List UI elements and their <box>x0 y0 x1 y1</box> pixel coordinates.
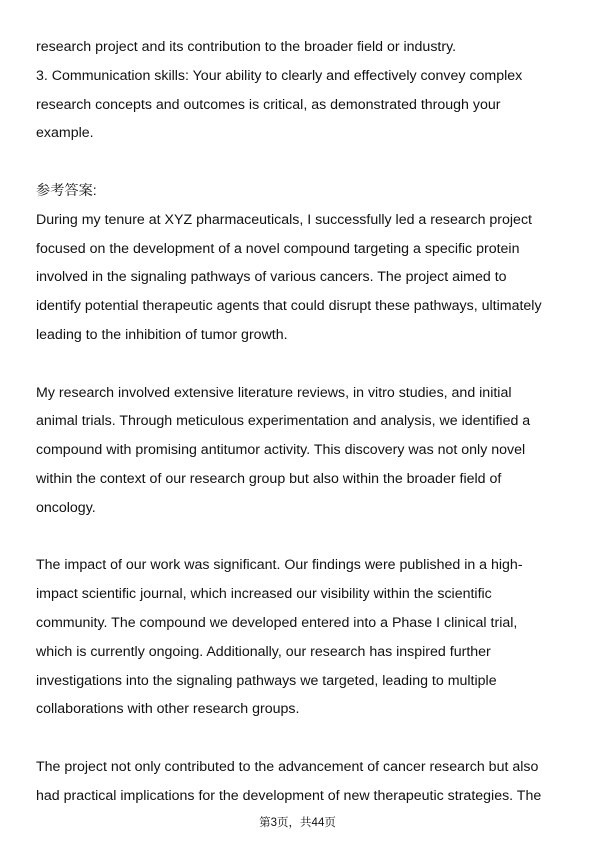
text-line: My research involved extensive literature reviews, in vitro studies, and initial <box>36 384 512 401</box>
text-line: identify potential therapeutic agents that could disrupt these pathways, ultimately <box>36 298 542 315</box>
text-line: research concepts and outcomes is critical, as demonstrated through your <box>36 96 501 113</box>
text-line: example. <box>36 125 94 142</box>
text-line: animal trials. Through meticulous experimentation and analysis, we identified a <box>36 413 531 430</box>
paragraph-gap <box>36 724 566 753</box>
text-line: During my tenure at XYZ pharmaceuticals, I successfully led a research project <box>36 211 532 228</box>
page-number: 第3页，共44页 <box>259 817 336 829</box>
text-line: had practical implications for the development of new therapeutic strategies. The <box>36 787 542 804</box>
text-line: which is currently ongoing. Additionally, our research has inspired further <box>36 643 491 660</box>
text-line: The impact of our work was significant. Our findings were published in a high- <box>36 557 523 574</box>
text-line: The project not only contributed to the advancement of cancer research but also <box>36 758 539 775</box>
paragraph-gap <box>36 523 566 552</box>
text-line: investigations into the signaling pathways we targeted, leading to multiple <box>36 672 497 689</box>
text-line: focused on the development of a novel compound targeting a specific protein <box>36 240 520 257</box>
text-line: 3. Communication skills: Your ability to clearly and effectively convey complex <box>36 67 523 84</box>
text-line: leading to the inhibition of tumor growth. <box>36 326 288 343</box>
text-line: collaborations with other research groups. <box>36 701 300 718</box>
document-body <box>36 33 566 811</box>
paragraph-gap <box>36 148 566 177</box>
text-line: impact scientific journal, which increased our visibility within the scientific <box>36 586 492 603</box>
paragraph-gap <box>36 350 566 379</box>
text-line: research project and its contribution to the broader field or industry. <box>36 39 457 55</box>
text-line: compound with promising antitumor activity. This discovery was not only novel <box>36 442 526 459</box>
text-line: oncology. <box>36 499 96 516</box>
text-line: community. The compound we developed entered into a Phase I clinical trial, <box>36 614 518 631</box>
text-line: within the context of our research group but also within the broader field of <box>36 470 502 487</box>
text-line: involved in the signaling pathways of various cancers. The project aimed to <box>36 269 507 286</box>
answer-heading: 参考答案: <box>36 182 97 199</box>
